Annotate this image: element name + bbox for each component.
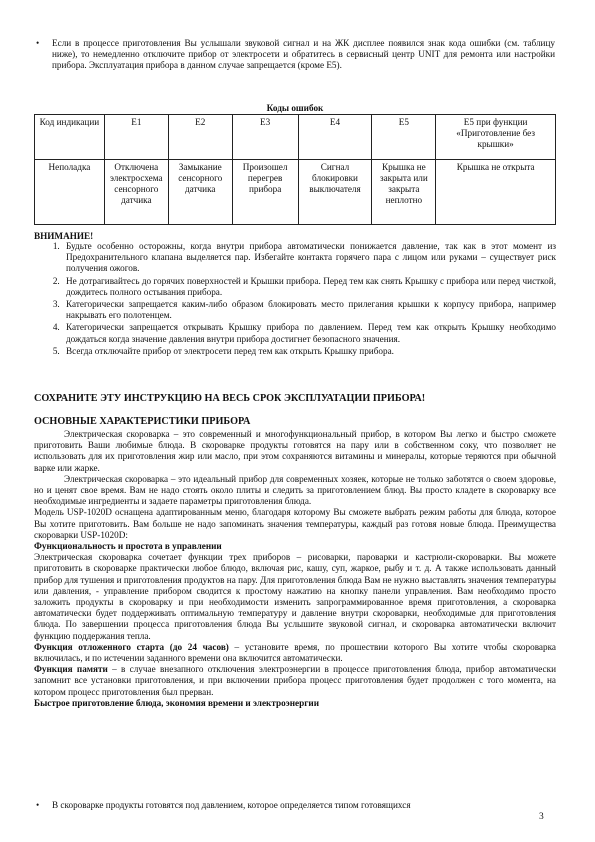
memory-text: – в случае внезапного отключения электроэнергии в процессе приготовления блюда, прибор автоматически запомнит все установки приготовления, и при включении прибора процесс приготовления будет продолжен с того момента, на котором процесс приготовления был прерван. (34, 664, 556, 697)
pressure-bullet (36, 800, 555, 811)
warning-title: ВНИМАНИЕ! (34, 231, 94, 241)
pressure-bullet-text: В скороварке продукты готовятся под давлением, которое определяется типом готовящихся (52, 800, 411, 810)
table-cell: Сигнал блокировки выключателя (298, 160, 372, 225)
table-header-row (35, 115, 556, 160)
features-body (34, 429, 556, 709)
table-cell: Произошел перегрев прибора (232, 160, 298, 225)
paragraph: Электрическая скороварка – это идеальный прибор для современных хозяек, которые не только заботятся о своем здоровье, но и ценят свое время. Вам не надо стоять около плиты и следить за приготовлением блюд. Вы просто кладете в скороварку все необходимые ингредиенты и задаете параметры приготовления блюда. (34, 473, 556, 507)
delay-start-text: – установите время, по прошествии которого Вы хотите чтобы скороварка включилась, и по истечении заданного времени она включится автоматически. (34, 641, 556, 664)
table-cell: E2 (168, 115, 232, 160)
error-notice-bullet (36, 38, 555, 72)
warning-list (34, 241, 556, 358)
table-cell: Крышка не закрыта или закрыта неплотно (372, 160, 436, 225)
table-cell: E3 (232, 115, 298, 160)
paragraph: Электрическая скороварка сочетает функции трех приборов – рисоварки, пароварки и кастрюли-скороварки. Вы можете приготовить в скороварке практически любое блюдо, включая рис, кашу, суп, жаркое, рыбу и т. д. А также использовать данный прибор для тушения и приготовления продуктов на пару. Для приготовления блюда Вам не нужно выставлять значения температуры или давления, - управление прибором сводится к простому нажатию на кнопку панели управления. Вам необходимо просто заложить продукты в скороварку и при необходимости изменить запрограммированное время приготовления, а скороварка автоматически будет поддерживать оптимальную температуру и давление внутри скороварки, необходимые для приготовления блюда. По завершении процесса приготовления блюда Вы услышите звуковой сигнал, и скороварка автоматически включит функцию поддержания тепла. (34, 552, 556, 641)
memory-label: Функция памяти (34, 664, 108, 675)
page-number: 3 (539, 812, 544, 822)
error-codes-table (34, 114, 556, 225)
table-cell: E5 (372, 115, 436, 160)
subheading-functionality: Функциональность и простота в управлении (34, 541, 222, 552)
table-cell: Код индикации (35, 115, 105, 160)
paragraph-memory (34, 664, 556, 698)
table-cell: E5 при функции «Приготовление без крышки» (436, 115, 556, 160)
bullet-dot: • (36, 38, 40, 48)
main-features-title: ОСНОВНЫЕ ХАРАКТЕРИСТИКИ ПРИБОРА (34, 416, 251, 427)
warning-item: 2. Не дотрагивайтесь до горячих поверхностей и Крышки прибора. Перед тем как снять Крышку с прибора или перед чисткой, дождитесь полного остывания прибора. (62, 276, 556, 298)
error-notice-text: Если в процессе приготовления Вы услышали звуковой сигнал и на ЖК дисплее появился знак кода ошибки (см. таблицу ниже), то немедленно отключите прибор от электросети и обратитесь в сервисный центр UNIT для ремонта или настройки прибора. Эксплуатация прибора в данном случае запрещается (кроме E5). (52, 38, 555, 71)
warning-item: 5. Всегда отключайте прибор от электросети перед тем как открыть Крышку прибора. (62, 346, 556, 357)
bullet-dot: • (36, 800, 40, 810)
table-cell: E4 (298, 115, 372, 160)
subheading-fast-cooking: Быстрое приготовление блюда, экономия времени и электроэнергии (34, 697, 319, 708)
paragraph: Модель USP-1020D оснащена адаптированным меню, благодаря которому Вы сможете выбрать режим работы для блюда, которое Вы хотите приготовить. Вам больше не надо запоминать значения температуры, каждый раз готовя новые блюда. Преимущества скороварки USP-1020D: (34, 507, 556, 540)
save-instruction-notice: СОХРАНИТЕ ЭТУ ИНСТРУКЦИЮ НА ВЕСЬ СРОК ЭКСПЛУАТАЦИИ ПРИБОРА! (34, 393, 426, 404)
paragraph: Электрическая скороварка – это современный и многофункциональный прибор, в котором Вы легко и быстро сможете приготовить Ваши любимые блюда. В скороварке продукты готовятся на пару или в собственном соку, что позволяет не использовать для их приготовления жир или масло, при этом сохраняются витамины и минералы, которые теряются при обычной варке или жарке. (34, 429, 556, 473)
warning-item: 3. Категорически запрещается каким-либо образом блокировать место прилегания крышки к корпусу прибора, например накрывать его полотенцем. (62, 299, 556, 321)
table-cell: Крышка не открыта (436, 160, 556, 225)
table-cell: Замыкание сенсорного датчика (168, 160, 232, 225)
table-cell: E1 (104, 115, 168, 160)
warning-item: 1. Будьте особенно осторожны, когда внутри прибора автоматически понижается давление, так как в этот момент из Предохранительного клапана выделяется пар. Избегайте контакта горячего пара с лицом или руками – существует риск получения ожогов. (62, 241, 556, 275)
delay-start-label: Функция отложенного старта (до 24 часов) (34, 641, 229, 652)
warning-item: 4. Категорически запрещается открывать Крышку прибора по давлением. Перед тем как открыть Крышку необходимо дождаться когда значение давления внутри прибора достигнет безопасного значения. (62, 322, 556, 344)
table-row (35, 160, 556, 225)
paragraph-delay-start (34, 642, 556, 664)
table-cell: Отключена электросхема сенсорного датчика (104, 160, 168, 225)
error-table-caption: Коды ошибок (266, 103, 324, 113)
table-cell: Неполадка (35, 160, 105, 225)
